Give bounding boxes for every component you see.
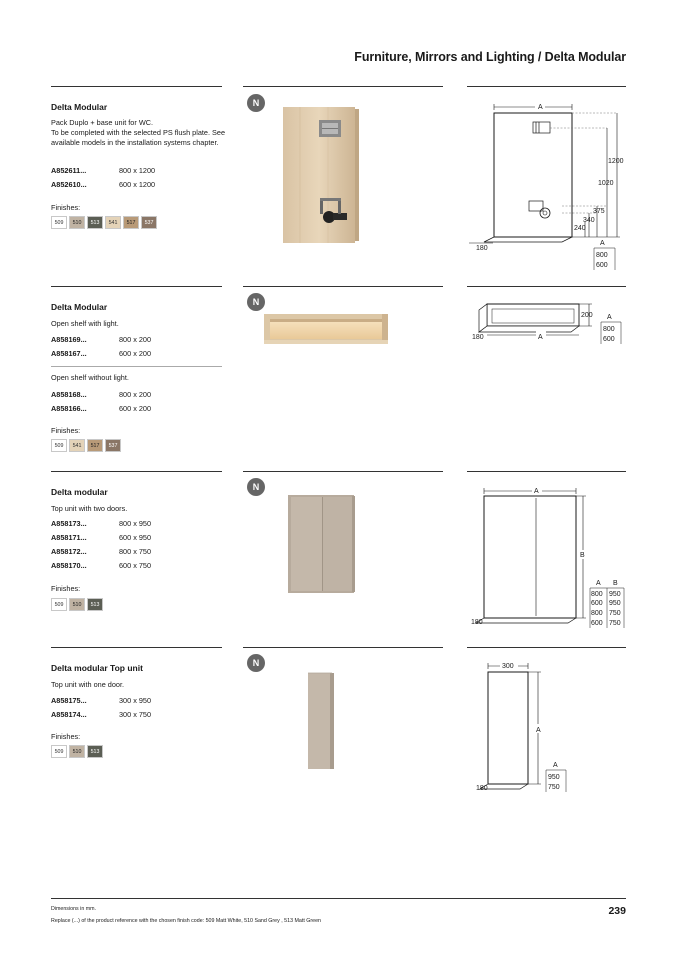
finish-swatch: 513 bbox=[87, 216, 103, 229]
reference-row bbox=[51, 696, 151, 706]
subsection-rule bbox=[51, 366, 222, 367]
section-rule bbox=[243, 286, 443, 287]
table-value: 750 bbox=[609, 620, 621, 627]
new-badge: N bbox=[247, 654, 265, 672]
dim-label-a: A bbox=[534, 488, 539, 495]
reference-code: A858173... bbox=[51, 519, 87, 528]
reference-row bbox=[51, 710, 151, 720]
reference-code: A858168... bbox=[51, 390, 87, 399]
section-description: Open shelf with light. bbox=[51, 319, 119, 328]
reference-size: 600 x 1200 bbox=[119, 180, 156, 189]
section-rule bbox=[51, 647, 222, 648]
table-value: 600 bbox=[591, 620, 603, 627]
footer-note-finish-codes: Replace (...) of the product reference with the chosen finish code: 509 Matt White, 510 Sand Grey , 513 Matt Green bbox=[51, 918, 321, 924]
reference-size: 800 x 950 bbox=[119, 519, 152, 528]
section-description: Pack Duplo + base unit for WC. To be completed with the selected PS flush plate. See available models in the installation systems chapter. bbox=[51, 118, 226, 147]
table-value: 800 bbox=[596, 252, 608, 259]
finish-swatch: 513 bbox=[87, 598, 103, 611]
dim-label-180: 180 bbox=[476, 245, 488, 252]
dim-label-a: A bbox=[536, 727, 541, 734]
finishes-label: Finishes: bbox=[51, 732, 81, 741]
new-badge: N bbox=[247, 293, 265, 311]
table-value: 800 bbox=[603, 326, 615, 333]
new-badge: N bbox=[247, 94, 265, 112]
reference-row bbox=[51, 533, 151, 543]
section-rule bbox=[467, 471, 626, 472]
technical-drawing-open-shelf bbox=[467, 296, 627, 352]
reference-code: A852610... bbox=[51, 180, 87, 189]
finish-swatch: 509 bbox=[51, 745, 67, 758]
dim-label-340: 340 bbox=[583, 217, 595, 224]
dim-label-b: B bbox=[580, 552, 585, 559]
page-number: 239 bbox=[608, 905, 626, 917]
product-photo-two-door-unit bbox=[286, 493, 358, 595]
dim-label-180: 180 bbox=[472, 334, 484, 341]
technical-drawing-wc-frame bbox=[467, 96, 627, 272]
product-photo-wc-frame bbox=[280, 104, 360, 246]
reference-size: 600 x 950 bbox=[119, 533, 152, 542]
finish-swatch: 541 bbox=[69, 439, 85, 452]
new-badge: N bbox=[247, 478, 265, 496]
reference-size: 800 x 200 bbox=[119, 335, 152, 344]
finish-swatch: 509 bbox=[51, 598, 67, 611]
dim-label-a: A bbox=[538, 334, 543, 341]
reference-row bbox=[51, 180, 155, 190]
table-value: 600 bbox=[603, 336, 615, 343]
finish-swatches bbox=[51, 439, 121, 452]
section-rule bbox=[243, 471, 443, 472]
finish-swatch: 510 bbox=[69, 598, 85, 611]
section-rule bbox=[467, 86, 626, 87]
page-title: Furniture, Mirrors and Lighting / Delta Modular bbox=[354, 50, 626, 64]
dim-label-180: 180 bbox=[471, 619, 483, 626]
reference-code: A858169... bbox=[51, 335, 87, 344]
reference-size: 800 x 1200 bbox=[119, 166, 156, 175]
footer-note-dimensions: Dimensions in mm. bbox=[51, 906, 97, 912]
finish-swatches bbox=[51, 598, 103, 611]
finishes-label: Finishes: bbox=[51, 203, 81, 212]
reference-row bbox=[51, 390, 151, 400]
section-rule bbox=[51, 86, 222, 87]
technical-drawing-one-door-unit bbox=[467, 660, 627, 796]
finish-swatch: 537 bbox=[105, 439, 121, 452]
reference-code: A858171... bbox=[51, 533, 87, 542]
reference-row bbox=[51, 547, 151, 557]
finishes-label: Finishes: bbox=[51, 426, 81, 435]
table-value: 800 bbox=[591, 610, 603, 617]
reference-size: 600 x 750 bbox=[119, 561, 152, 570]
reference-row bbox=[51, 335, 151, 345]
technical-drawing-two-door-unit bbox=[467, 484, 627, 632]
section-rule bbox=[243, 647, 443, 648]
section-title: Delta modular Top unit bbox=[51, 663, 143, 673]
reference-code: A858172... bbox=[51, 547, 87, 556]
finish-swatch: 517 bbox=[123, 216, 139, 229]
section-description: Open shelf without light. bbox=[51, 373, 129, 382]
section-rule bbox=[243, 86, 443, 87]
table-header-a: A bbox=[607, 314, 612, 321]
reference-row bbox=[51, 561, 151, 571]
table-header-a: A bbox=[553, 762, 558, 769]
table-header-a: A bbox=[600, 240, 605, 247]
section-description: Top unit with two doors. bbox=[51, 504, 128, 513]
reference-size: 300 x 750 bbox=[119, 710, 152, 719]
reference-size: 600 x 200 bbox=[119, 404, 152, 413]
reference-code: A858166... bbox=[51, 404, 87, 413]
reference-row bbox=[51, 166, 155, 176]
table-value: 950 bbox=[609, 600, 621, 607]
reference-code: A858167... bbox=[51, 349, 87, 358]
reference-code: A852611... bbox=[51, 166, 87, 175]
finish-swatch: 513 bbox=[87, 745, 103, 758]
table-header-a: A bbox=[596, 580, 601, 587]
reference-code: A858175... bbox=[51, 696, 87, 705]
finish-swatch: 517 bbox=[87, 439, 103, 452]
dim-label-180: 180 bbox=[476, 785, 488, 792]
reference-row bbox=[51, 519, 151, 529]
finish-swatch: 510 bbox=[69, 216, 85, 229]
finish-swatches bbox=[51, 216, 157, 229]
reference-size: 300 x 950 bbox=[119, 696, 152, 705]
dim-label-1200: 1200 bbox=[608, 158, 624, 165]
finish-swatch: 509 bbox=[51, 216, 67, 229]
table-value: 750 bbox=[609, 610, 621, 617]
table-value: 800 bbox=[591, 591, 603, 598]
product-photo-one-door-unit bbox=[306, 671, 336, 771]
dim-label-300: 300 bbox=[502, 663, 514, 670]
table-header-b: B bbox=[613, 580, 618, 587]
dim-label-375: 375 bbox=[593, 208, 605, 215]
table-value: 950 bbox=[609, 591, 621, 598]
dim-label-200: 200 bbox=[581, 312, 593, 319]
reference-row bbox=[51, 404, 151, 414]
finish-swatch: 537 bbox=[141, 216, 157, 229]
table-value: 600 bbox=[596, 262, 608, 269]
finish-swatch: 509 bbox=[51, 439, 67, 452]
section-title: Delta Modular bbox=[51, 102, 108, 112]
section-rule bbox=[51, 471, 222, 472]
reference-code: A858170... bbox=[51, 561, 87, 570]
reference-size: 800 x 750 bbox=[119, 547, 152, 556]
dim-label-240: 240 bbox=[574, 225, 586, 232]
table-value: 600 bbox=[591, 600, 603, 607]
finish-swatch: 541 bbox=[105, 216, 121, 229]
table-value: 950 bbox=[548, 774, 560, 781]
section-rule bbox=[51, 286, 222, 287]
dim-label-a: A bbox=[538, 104, 543, 111]
reference-row bbox=[51, 349, 151, 359]
finishes-label: Finishes: bbox=[51, 584, 81, 593]
section-title: Delta modular bbox=[51, 487, 108, 497]
section-rule bbox=[467, 286, 626, 287]
footer-rule bbox=[51, 898, 626, 899]
reference-size: 600 x 200 bbox=[119, 349, 152, 358]
reference-code: A858174... bbox=[51, 710, 87, 719]
finish-swatches bbox=[51, 745, 103, 758]
product-photo-open-shelf bbox=[262, 310, 392, 348]
finish-swatch: 510 bbox=[69, 745, 85, 758]
section-rule bbox=[467, 647, 626, 648]
section-description: Top unit with one door. bbox=[51, 680, 125, 689]
dim-label-1020: 1020 bbox=[598, 180, 614, 187]
table-value: 750 bbox=[548, 784, 560, 791]
section-title: Delta Modular bbox=[51, 302, 108, 312]
reference-size: 800 x 200 bbox=[119, 390, 152, 399]
